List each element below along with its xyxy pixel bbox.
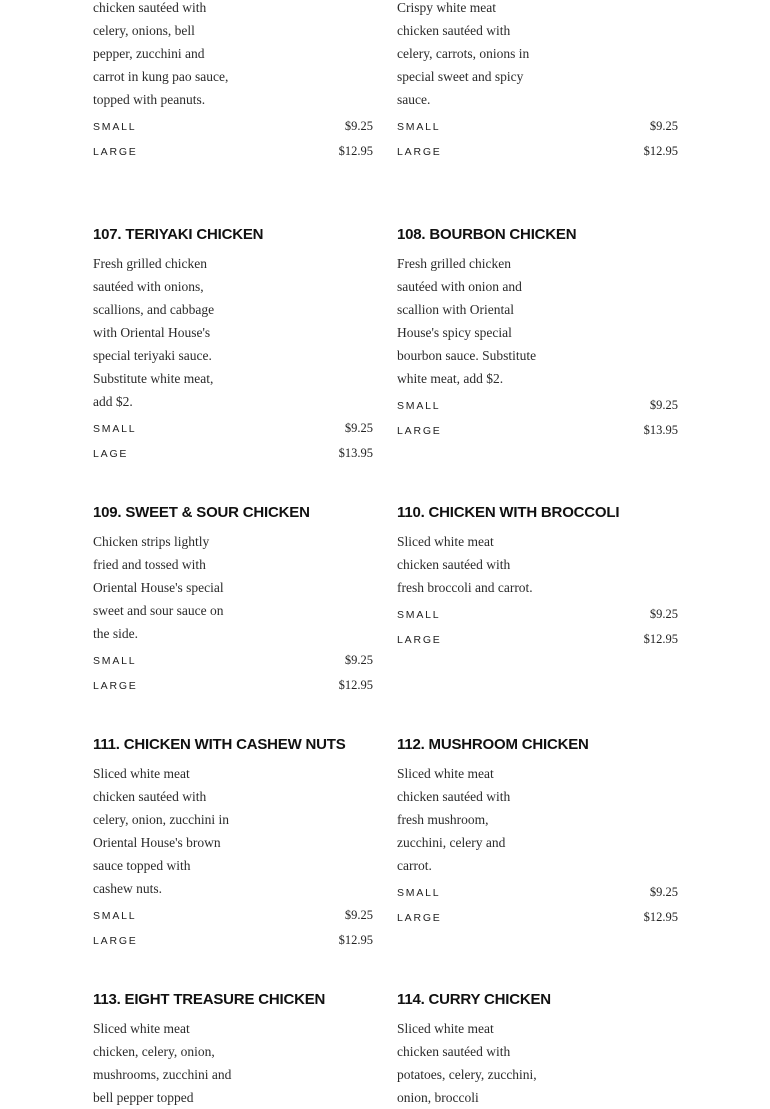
size-label: LAGE [93, 448, 129, 460]
item-description: Crispy white meat chicken sautéed with celery, carrots, onions in special sweet and spicy sauce. [397, 0, 530, 107]
price-value: $12.95 [338, 678, 373, 692]
price-row-small [397, 885, 678, 910]
price-row-small [93, 421, 373, 446]
item-description: Sliced white meat chicken sautéed with potatoes, celery, zucchini, onion, broccoli [397, 1021, 537, 1105]
price-row-large [93, 144, 373, 169]
price-list [93, 908, 373, 958]
size-label: LARGE [397, 146, 442, 158]
price-value: $12.95 [338, 933, 373, 947]
menu-item-113 [93, 990, 373, 1109]
item-description: Fresh grilled chicken sautéed with onion and scallion with Oriental House's spicy special bourbon sauce. Substitute white meat, add $2. [397, 256, 537, 386]
price-value: $12.95 [643, 144, 678, 158]
item-title: 109. SWEET & SOUR CHICKEN [93, 504, 310, 521]
item-description: Sliced white meat chicken, celery, onion, mushrooms, zucchini and bell pepper topped [93, 1021, 232, 1105]
price-list [397, 885, 678, 935]
price-value: $9.25 [649, 607, 678, 621]
price-value: $9.25 [649, 398, 678, 412]
price-row-large [93, 446, 373, 471]
price-list [397, 607, 678, 657]
item-description: Chicken strips lightly fried and tossed with Oriental House's special sweet and sour sauce on the side. [93, 534, 224, 641]
price-value: $12.95 [338, 144, 373, 158]
menu-item-111 [93, 735, 373, 958]
menu-item-108 [397, 225, 678, 448]
item-title: 110. CHICKEN WITH BROCCOLI [397, 504, 620, 521]
price-value: $12.95 [643, 910, 678, 924]
price-row-small [93, 908, 373, 933]
menu-item-110 [397, 503, 678, 657]
item-description: chicken sautéed with celery, onions, bell pepper, zucchini and carrot in kung pao sauce, topped with peanuts. [93, 0, 229, 107]
price-row-large [397, 910, 678, 935]
size-label: SMALL [397, 400, 441, 412]
item-description: Sliced white meat chicken sautéed with fresh broccoli and carrot. [397, 534, 533, 595]
menu-item-107 [93, 225, 373, 471]
menu-item-109 [93, 503, 373, 703]
item-title: 108. BOURBON CHICKEN [397, 226, 577, 243]
price-row-small [93, 653, 373, 678]
price-value: $9.25 [649, 885, 678, 899]
size-label: SMALL [93, 121, 137, 133]
price-value: $9.25 [344, 653, 373, 667]
price-list [93, 653, 373, 703]
price-row-large [397, 423, 678, 448]
item-title: 107. TERIYAKI CHICKEN [93, 226, 264, 243]
price-row-small [93, 119, 373, 144]
size-label: LARGE [397, 425, 442, 437]
item-description: Sliced white meat chicken sautéed with celery, onion, zucchini in Oriental House's brown sauce topped with cashew nuts. [93, 766, 229, 896]
item-title: 112. MUSHROOM CHICKEN [397, 736, 589, 753]
price-list [397, 119, 678, 169]
size-label: SMALL [397, 887, 441, 899]
price-value: $12.95 [643, 632, 678, 646]
price-value: $9.25 [344, 421, 373, 435]
price-row-large [397, 144, 678, 169]
price-value: $9.25 [344, 119, 373, 133]
size-label: SMALL [397, 121, 441, 133]
size-label: SMALL [93, 910, 137, 922]
menu-item-114 [397, 990, 678, 1109]
size-label: LARGE [397, 912, 442, 924]
price-value: $13.95 [643, 423, 678, 437]
price-row-large [93, 678, 373, 703]
size-label: SMALL [397, 609, 441, 621]
item-description: Sliced white meat chicken sautéed with fresh mushroom, zucchini, celery and carrot. [397, 766, 511, 873]
size-label: SMALL [93, 655, 137, 667]
size-label: SMALL [93, 423, 137, 435]
menu-item-112 [397, 735, 678, 935]
price-row-small [397, 607, 678, 632]
price-value: $9.25 [344, 908, 373, 922]
price-row-large [93, 933, 373, 958]
size-label: LARGE [397, 634, 442, 646]
menu-item-105 [93, 0, 373, 169]
price-row-small [397, 398, 678, 423]
price-value: $13.95 [338, 446, 373, 460]
price-value: $9.25 [649, 119, 678, 133]
size-label: LARGE [93, 935, 138, 947]
item-description: Fresh grilled chicken sautéed with onions, scallions, and cabbage with Oriental House's special teriyaki sauce. Substitute white meat, add $2. [93, 256, 215, 409]
price-list [93, 119, 373, 169]
menu-item-106 [397, 0, 678, 169]
item-title: 111. CHICKEN WITH CASHEW NUTS [93, 736, 346, 753]
size-label: LARGE [93, 146, 138, 158]
size-label: LARGE [93, 680, 138, 692]
price-list [93, 421, 373, 471]
item-title: 114. CURRY CHICKEN [397, 991, 551, 1008]
item-title: 113. EIGHT TREASURE CHICKEN [93, 991, 326, 1008]
price-row-small [397, 119, 678, 144]
price-row-large [397, 632, 678, 657]
price-list [397, 398, 678, 448]
